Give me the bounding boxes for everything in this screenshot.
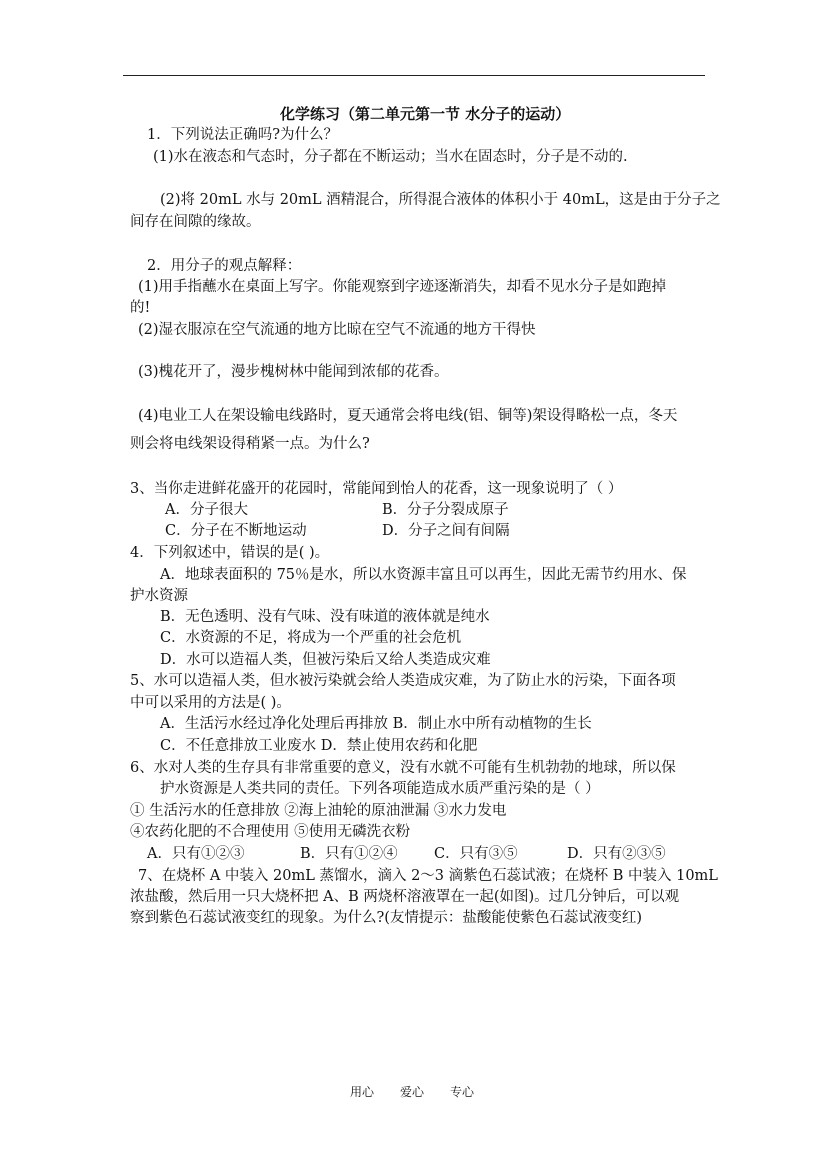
q2-stem: 2．用分子的观点解释： — [147, 258, 302, 274]
footer-text-3: 专心 — [450, 1085, 475, 1099]
q7-line3: 察到紫色石蕊试液变红的现象。为什么?(友情提示：盐酸能使紫色石蕊试液变红) — [130, 910, 643, 926]
q6-items-line2: ④农药化肥的不合理使用 ⑤使用无磷洗衣粉 — [130, 824, 411, 840]
q7-line2: 浓盐酸，然后用一只大烧杯把 A、B 两烧杯溶液罩在一起(如图)。过几分钟后，可以观 — [130, 889, 680, 905]
q3-option-b: B．分子分裂成原子 — [382, 502, 509, 518]
q2-part3: (3)槐花开了，漫步槐树林中能闻到浓郁的花香。 — [138, 364, 449, 380]
header-rule — [123, 75, 705, 76]
q6-option-a: A．只有①②③ — [147, 846, 245, 862]
q1-part2-line1: (2)将 20mL 水与 20mL 酒精混合，所得混合液体的体积小于 40mL，这是由于分子之 — [160, 192, 721, 208]
q2-part1-line2: 的! — [130, 300, 151, 316]
q2-part1-line1: (1)用手指蘸水在桌面上写字。你能观察到字迹逐渐消失，却看不见水分子是如跑掉 — [138, 279, 667, 295]
q2-part4-line2: 则会将电线架设得稍紧一点。为什么? — [130, 436, 370, 452]
q6-stem-line2: 护水资源是人类共同的责任。下列各项能造成水质严重污染的是（ ） — [160, 781, 600, 797]
q5-stem-line1: 5、水可以造福人类，但水被污染就会给人类造成灾难，为了防止水的污染，下面各项 — [130, 673, 676, 689]
q4-option-d: D．水可以造福人类，但被污染后又给人类造成灾难 — [160, 652, 491, 668]
page-title: 化学练习（第二单元第一节 水分子的运动） — [280, 105, 571, 123]
q6-items-line1: ① 生活污水的任意排放 ②海上油轮的原油泄漏 ③水力发电 — [130, 803, 507, 819]
q7-line1: 7、在烧杯 A 中装入 20mL 蒸馏水，滴入 2～3 滴紫色石蕊试液；在烧杯 B 中装入 10mL — [138, 868, 718, 884]
q4-option-c: C．水资源的不足，将成为一个严重的社会危机 — [160, 630, 462, 646]
q4-option-b: B．无色透明、没有气味、没有味道的液体就是纯水 — [160, 609, 490, 625]
q1-part1: (1)水在液态和气态时，分子都在不断运动；当水在固态时，分子是不动的. — [153, 149, 628, 165]
q3-option-d: D．分子之间有间隔 — [382, 523, 510, 539]
q5-options-ab: A．生活污水经过净化处理后再排放 B．制止水中所有动植物的生长 — [160, 716, 592, 732]
q4-option-a-line1: A．地球表面积的 75％是水，所以水资源丰富且可以再生，因此无需节约用水、保 — [160, 567, 687, 583]
footer-text-1: 用心 — [350, 1085, 375, 1099]
q6-option-d: D．只有②③⑤ — [567, 846, 666, 862]
q6-option-c: C．只有③⑤ — [434, 846, 518, 862]
q6-option-b: B．只有①②④ — [300, 846, 398, 862]
q5-stem-line2: 中可以采用的方法是( )。 — [130, 695, 291, 711]
q1-part2-line2: 间存在间隙的缘故。 — [130, 214, 261, 230]
q3-option-a: A．分子很大 — [165, 502, 248, 518]
footer-text-2: 爱心 — [400, 1085, 425, 1099]
q4-stem: 4．下列叙述中，错误的是( )。 — [130, 545, 330, 561]
q2-part2: (2)湿衣服凉在空气流通的地方比晾在空气不流通的地方干得快 — [138, 322, 536, 338]
q3-option-c: C．分子在不断地运动 — [165, 523, 307, 539]
q2-part4-line1: (4)电业工人在架设输电线路时，夏天通常会将电线(铝、铜等)架设得略松一点，冬天 — [138, 408, 678, 424]
q6-stem-line1: 6、水对人类的生存具有非常重要的意义，没有水就不可能有生机勃勃的地球，所以保 — [130, 760, 676, 776]
q5-options-cd: C．不任意排放工业废水 D．禁止使用农药和化肥 — [160, 738, 478, 754]
q1-stem: 1．下列说法正确吗?为什么？ — [147, 127, 338, 143]
q3-stem: 3、当你走进鲜花盛开的花园时，常能闻到怡人的花香，这一现象说明了（ ） — [130, 481, 623, 497]
q4-option-a-line2: 护水资源 — [130, 588, 188, 604]
